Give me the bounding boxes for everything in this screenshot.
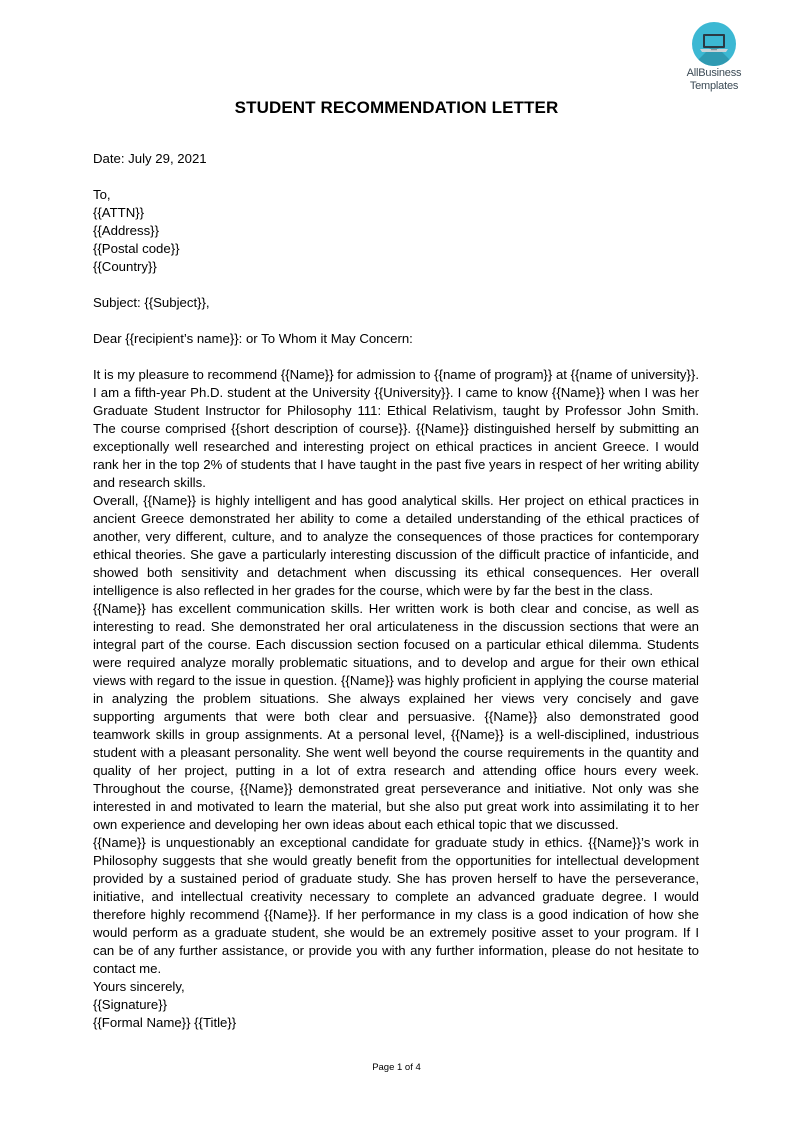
address-postal: {{Postal code}} [93,241,180,256]
document-title: STUDENT RECOMMENDATION LETTER [234,98,559,117]
address-street: {{Address}} [93,223,159,238]
paragraph-intelligence: Overall, {{Name}} is highly intelligent and has good analytical skills. Her project on ethical practices in ancient Greece demonstrated her ability to come a detailed understanding of the ethical practices of another, very different, culture, and to analyze the consequences of those practices for contemporary ethical theories. She gave a particularly interesting discussion of the difficult practice of infanticide, and showed both sensitivity and detachment when discussing its ethical consequences. Her overall intelligence is also reflected in her grades for the course, which were by far the best in the class. [93,493,699,598]
address-attn: {{ATTN}} [93,205,145,220]
paragraph-communication: {{Name}} has excellent communication skills. Her written work is both clear and concise, as well as interesting to read. She demonstrated her oral articulateness in the discussion sections that were an integral part of the course. Each discussion section focused on a particular ethical dilemma. Students were required analyze morally problematic situations, and to develop and argue for their own ethical views with regard to the issue in question. {{Name}} was highly proficient in applying the course material in analyzing the problem situations. She always explained her views very concisely and gave supporting arguments that were both clear and persuasive. {{Name}} also demonstrated good teamwork skills in group assignments. At a personal level, {{Name}} is a well-disciplined, industrious student with a pleasant personality. She went well beyond the course requirements in the quantity and quality of her project, putting in a lot of extra research and attending office hours every week. Throughout the course, {{Name}} demonstrated great perseverance and initiative. Not only was she interested in and motivated to learn the material, but she also put great work into assimilating it to her own experience and developing her own ideas about each ethical topic that we discussed. [93,601,699,832]
subject-line: Subject: {{Subject}}, [93,295,210,310]
paragraph-introduction: It is my pleasure to recommend {{Name}} for admission to {{name of program}} at {{name of university}}. I am a fifth-year Ph.D. student at the University {{University}}. I came to know {{Name}} when I was her Graduate Student Instructor for Philosophy 111: Ethical Relativism, taught by Professor John Smith. The course comprised {{short description of course}}. {{Name}} distinguished herself by submitting an exceptionally well researched and interesting project on ethical practices in ancient Greece. I would rank her in the top 2% of students that I have taught in the past five years in respect of her writing ability and research skills. [93,367,699,490]
letter-body [93,150,699,1032]
closing: Yours sincerely, [93,979,185,994]
page-number: Page 1 of 4 [372,1062,421,1073]
laptop-icon [692,22,736,66]
logo-line-1: AllBusiness [686,67,742,79]
signature-placeholder: {{Signature}} [93,997,168,1012]
allbusiness-templates-logo [680,22,748,92]
address-to: To, [93,187,111,202]
salutation: Dear {{recipient’s name}}: or To Whom it May Concern: [93,331,413,346]
address-country: {{Country}} [93,259,157,274]
logo-line-2: Templates [689,80,739,92]
formal-name-placeholder: {{Formal Name}} {{Title}} [93,1015,237,1030]
paragraph-conclusion: {{Name}} is unquestionably an exceptional candidate for graduate study in ethics. {{Name}}’s work in Philosophy suggests that she would greatly benefit from the opportunities for intellectual development provided by a sustained period of graduate study. She has proven herself to have the perseverance, initiative, and intellectual creativity necessary to complete an advanced graduate degree. I would therefore highly recommend {{Name}}. If her performance in my class is a good indication of how she would perform as a graduate student, she would be an extremely positive asset to your program. If I can be of any further assistance, or provide you with any further information, please do not hesitate to contact me. [93,835,699,976]
date-line: Date: July 29, 2021 [93,151,207,166]
